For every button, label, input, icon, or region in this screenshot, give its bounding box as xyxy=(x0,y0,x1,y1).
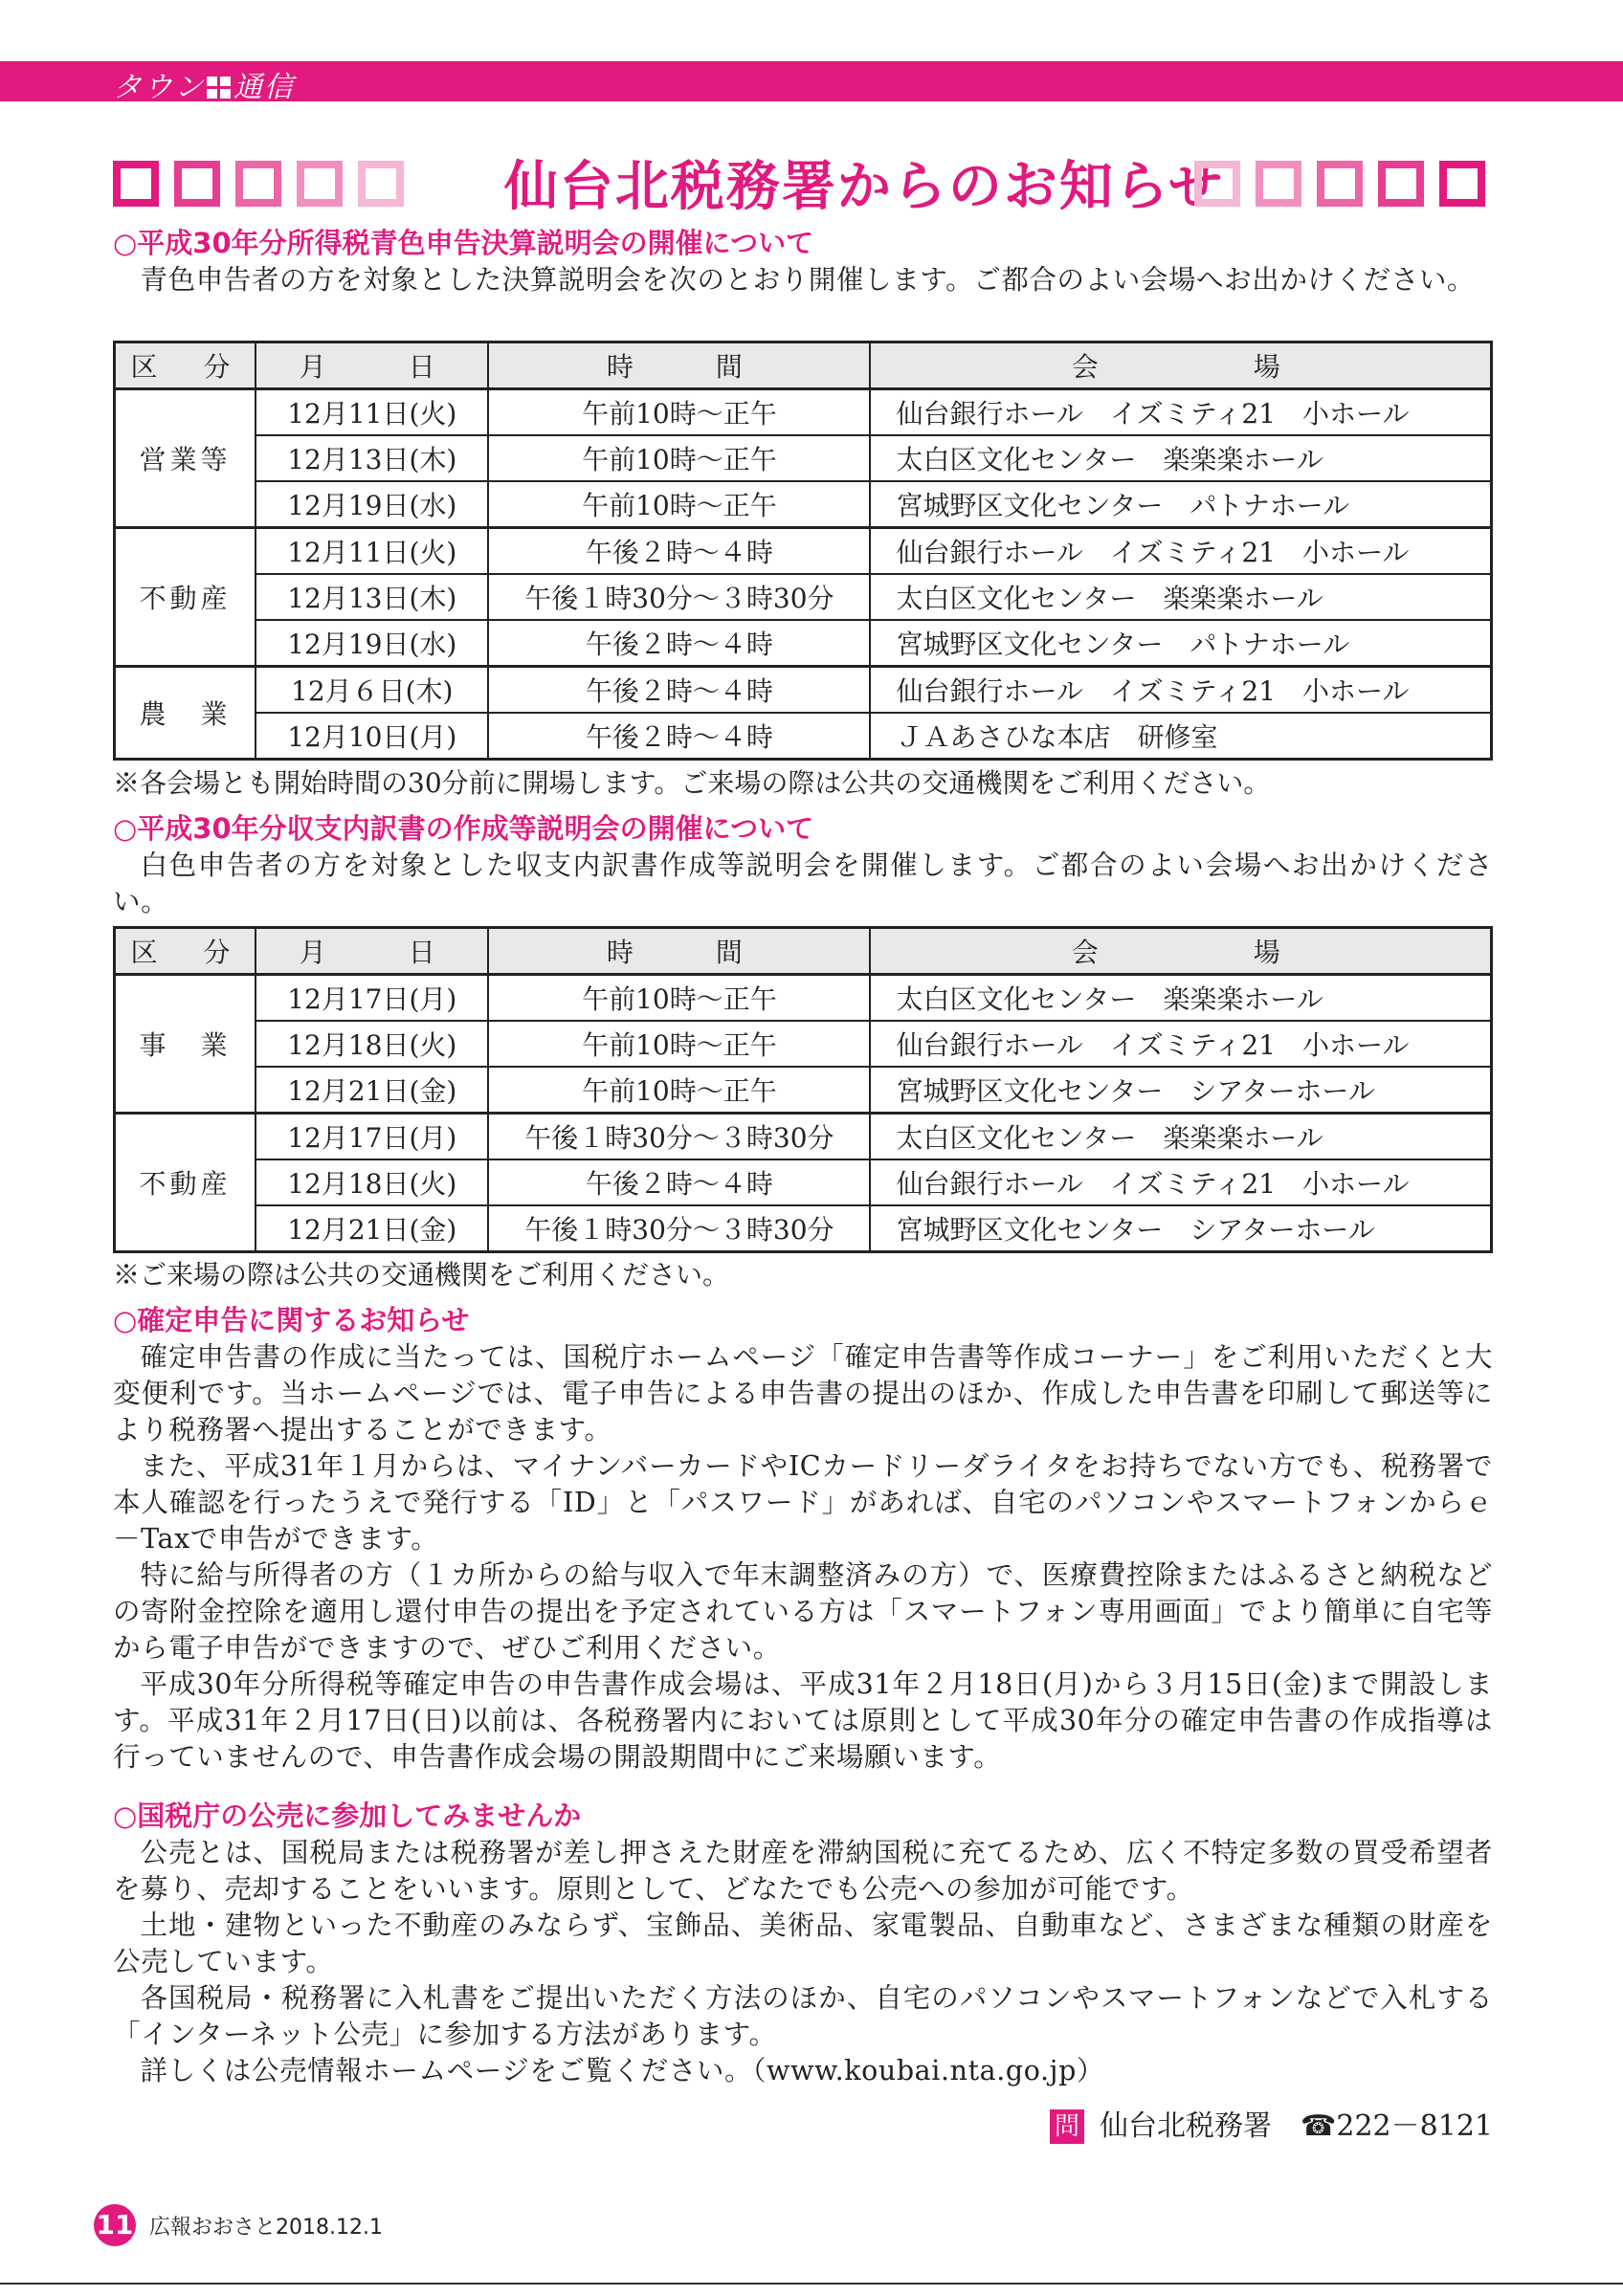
table-row xyxy=(115,1159,1492,1205)
time-cell: 午前10時～正午 xyxy=(488,1067,870,1114)
table-row xyxy=(115,481,1492,528)
venue-cell: 宮城野区文化センター シアターホール xyxy=(870,1067,1491,1114)
section1-intro xyxy=(113,262,1493,298)
time-cell: 午後２時～４時 xyxy=(488,528,870,575)
date-cell: 12月19日(水) xyxy=(256,481,488,528)
table-row xyxy=(115,1114,1492,1160)
bottom-rule xyxy=(0,2283,1623,2285)
category-cell: 営業等 xyxy=(115,389,256,528)
title-row xyxy=(113,155,1493,220)
brand-right-text: 通信 xyxy=(233,71,295,104)
time-cell: 午前10時～正午 xyxy=(488,1021,870,1067)
date-cell: 12月18日(火) xyxy=(256,1159,488,1205)
square-deco-icon xyxy=(113,161,159,207)
venue-cell: 仙台銀行ホール イズミティ21 小ホール xyxy=(870,1159,1491,1205)
table-row xyxy=(115,574,1492,620)
paragraph: 詳しくは公売情報ホームページをご覧ください。（www.koubai.nta.go.jp） xyxy=(140,2055,1105,2086)
header-brand xyxy=(113,63,295,105)
venue-cell: 宮城野区文化センター パトナホール xyxy=(870,481,1491,528)
paragraph: 特に給与所得者の方（１カ所からの給与収入で年末調整済みの方）で、医療費控除またはふるさと納税などの寄附金控除を適用し還付申告の提出を予定されている方は「スマートフォン専用画面」でより簡単に自宅等から電子申告ができますので、ぜひご利用ください。 xyxy=(113,1559,1493,1664)
time-cell: 午前10時～正午 xyxy=(488,481,870,528)
square-deco-icon xyxy=(1194,161,1240,207)
section4-body xyxy=(113,1835,1493,2089)
table-row xyxy=(115,975,1492,1022)
date-cell: 12月21日(金) xyxy=(256,1205,488,1252)
category-cell: 不動産 xyxy=(115,528,256,667)
time-cell: 午後１時30分～３時30分 xyxy=(488,1205,870,1252)
blue-return-schedule-table xyxy=(113,341,1493,761)
table-header-row xyxy=(115,342,1492,389)
column-header: 区 分 xyxy=(115,928,256,975)
publication-info: 広報おおさと2018.12.1 xyxy=(149,2215,383,2240)
section2-intro xyxy=(113,848,1493,920)
venue-cell: 宮城野区文化センター シアターホール xyxy=(870,1205,1491,1252)
venue-cell: 仙台銀行ホール イズミティ21 小ホール xyxy=(870,1021,1491,1067)
contact-phone: ☎222－8121 xyxy=(1301,2109,1493,2143)
table-row xyxy=(115,1067,1492,1114)
paragraph: 確定申告書の作成に当たっては、国税庁ホームページ「確定申告書等作成コーナー」をご利用いただくと大変便利です。当ホームページでは、電子申告による申告書の提出のほか、作成した申告書を印刷して郵送等により税務署へ提出することができます。 xyxy=(113,1341,1493,1446)
contact-line xyxy=(1050,2107,1493,2147)
date-cell: 12月11日(火) xyxy=(256,528,488,575)
paragraph: 各国税局・税務署に入札書をご提出いただく方法のほか、自宅のパソコンやスマートフォンなどで入札する「インターネット公売」に参加する方法があります。 xyxy=(113,1982,1493,2050)
page-footer xyxy=(94,2204,383,2248)
inquiry-tag-icon: 問 xyxy=(1050,2109,1084,2144)
section3-body xyxy=(113,1339,1493,1776)
table-row xyxy=(115,713,1492,760)
page-title: 仙台北税務署からのお知らせ xyxy=(503,156,1225,218)
date-cell: 12月19日(水) xyxy=(256,620,488,667)
venue-cell: ＪＡあさひな本店 研修室 xyxy=(870,713,1491,760)
page-number: 11 xyxy=(94,2204,136,2246)
paragraph: 平成30年分所得税等確定申告の申告書作成会場は、平成31年２月18日(月)から３月15日(金)まで開設します。平成31年２月17日(日)以前は、各税務署内においては原則として平成30年分の確定申告書の作成指導は行っていませんので、申告書作成会場の開設期間中にご来場願います。 xyxy=(113,1668,1493,1773)
section1-note: ※各会場とも開始時間の30分前に開場します。ご来場の際は公共の交通機関をご利用ください。 xyxy=(113,767,1271,799)
square-deco-icon xyxy=(1439,161,1485,207)
table-row xyxy=(115,528,1492,575)
table-row xyxy=(115,667,1492,714)
time-cell: 午後１時30分～３時30分 xyxy=(488,574,870,620)
income-statement-schedule-table xyxy=(113,926,1493,1253)
paragraph: 土地・建物といった不動産のみならず、宝飾品、美術品、家電製品、自動車など、さまざまな種類の財産を公売しています。 xyxy=(113,1910,1493,1977)
time-cell: 午後２時～４時 xyxy=(488,620,870,667)
contact-office: 仙台北税務署 xyxy=(1100,2109,1273,2143)
square-deco-icon xyxy=(235,161,281,207)
column-header: 会 場 xyxy=(870,342,1491,389)
category-cell: 事 業 xyxy=(115,975,256,1114)
section2-note: ※ご来場の際は公共の交通機関をご利用ください。 xyxy=(113,1259,730,1291)
column-header: 区 分 xyxy=(115,342,256,389)
venue-cell: 太白区文化センター 楽楽楽ホール xyxy=(870,435,1491,481)
section2-intro-text: 白色申告者の方を対象とした収支内訳書作成等説明会を開催します。ご都合のよい会場へお出かけください。 xyxy=(113,850,1493,917)
brand-left-text: タウン xyxy=(113,71,205,104)
table-header-row xyxy=(115,928,1492,975)
time-cell: 午後２時～４時 xyxy=(488,713,870,760)
venue-cell: 仙台銀行ホール イズミティ21 小ホール xyxy=(870,667,1491,714)
table-row xyxy=(115,389,1492,436)
time-cell: 午前10時～正午 xyxy=(488,435,870,481)
square-deco-icon xyxy=(358,161,404,207)
square-deco-icon xyxy=(1256,161,1301,207)
square-deco-icon xyxy=(1317,161,1363,207)
time-cell: 午前10時～正午 xyxy=(488,389,870,436)
time-cell: 午後２時～４時 xyxy=(488,1159,870,1205)
table-row xyxy=(115,1205,1492,1252)
date-cell: 12月18日(火) xyxy=(256,1021,488,1067)
venue-cell: 仙台銀行ホール イズミティ21 小ホール xyxy=(870,389,1491,436)
column-header: 時 間 xyxy=(488,928,870,975)
square-deco-icon xyxy=(1378,161,1424,207)
column-header: 時 間 xyxy=(488,342,870,389)
time-cell: 午後１時30分～３時30分 xyxy=(488,1114,870,1160)
venue-cell: 太白区文化センター 楽楽楽ホール xyxy=(870,1114,1491,1160)
category-cell: 農 業 xyxy=(115,667,256,760)
date-cell: 12月21日(金) xyxy=(256,1067,488,1114)
paragraph: 公売とは、国税局または税務署が差し押さえた財産を滞納国税に充てるため、広く不特定多数の買受希望者を募り、売却することをいいます。原則として、どなたでも公売への参加が可能です。 xyxy=(113,1837,1493,1905)
section2-heading: ○平成30年分収支内訳書の作成等説明会の開催について xyxy=(113,812,814,845)
section4-heading: ○国税庁の公売に参加してみませんか xyxy=(113,1799,582,1832)
table-row xyxy=(115,1021,1492,1067)
section1-heading: ○平成30年分所得税青色申告決算説明会の開催について xyxy=(113,227,814,259)
date-cell: 12月13日(木) xyxy=(256,435,488,481)
date-cell: 12月11日(火) xyxy=(256,389,488,436)
time-cell: 午後２時～４時 xyxy=(488,667,870,714)
category-cell: 不動産 xyxy=(115,1114,256,1252)
column-header: 月 日 xyxy=(256,342,488,389)
date-cell: 12月13日(木) xyxy=(256,574,488,620)
brand-plus-mark-icon xyxy=(207,77,232,99)
square-deco-icon xyxy=(174,161,220,207)
venue-cell: 太白区文化センター 楽楽楽ホール xyxy=(870,574,1491,620)
header-bar xyxy=(0,61,1623,104)
time-cell: 午前10時～正午 xyxy=(488,975,870,1022)
paragraph: また、平成31年１月からは、マイナンバーカードやICカードリーダライタをお持ちでない方でも、税務署で本人確認を行ったうえで発行する「ID」と「パスワード」があれば、自宅のパソコンやスマートフォンからｅ－Taxで申告ができます。 xyxy=(113,1450,1493,1555)
date-cell: 12月６日(木) xyxy=(256,667,488,714)
section3-heading: ○確定申告に関するお知らせ xyxy=(113,1304,470,1336)
date-cell: 12月10日(月) xyxy=(256,713,488,760)
section1-intro-text: 青色申告者の方を対象とした決算説明会を次のとおり開催します。ご都合のよい会場へお出かけください。 xyxy=(140,264,1476,296)
venue-cell: 太白区文化センター 楽楽楽ホール xyxy=(870,975,1491,1022)
column-header: 月 日 xyxy=(256,928,488,975)
venue-cell: 宮城野区文化センター パトナホール xyxy=(870,620,1491,667)
venue-cell: 仙台銀行ホール イズミティ21 小ホール xyxy=(870,528,1491,575)
table-row xyxy=(115,435,1492,481)
square-deco-icon xyxy=(297,161,343,207)
table-row xyxy=(115,620,1492,667)
date-cell: 12月17日(月) xyxy=(256,1114,488,1160)
column-header: 会 場 xyxy=(870,928,1491,975)
date-cell: 12月17日(月) xyxy=(256,975,488,1022)
